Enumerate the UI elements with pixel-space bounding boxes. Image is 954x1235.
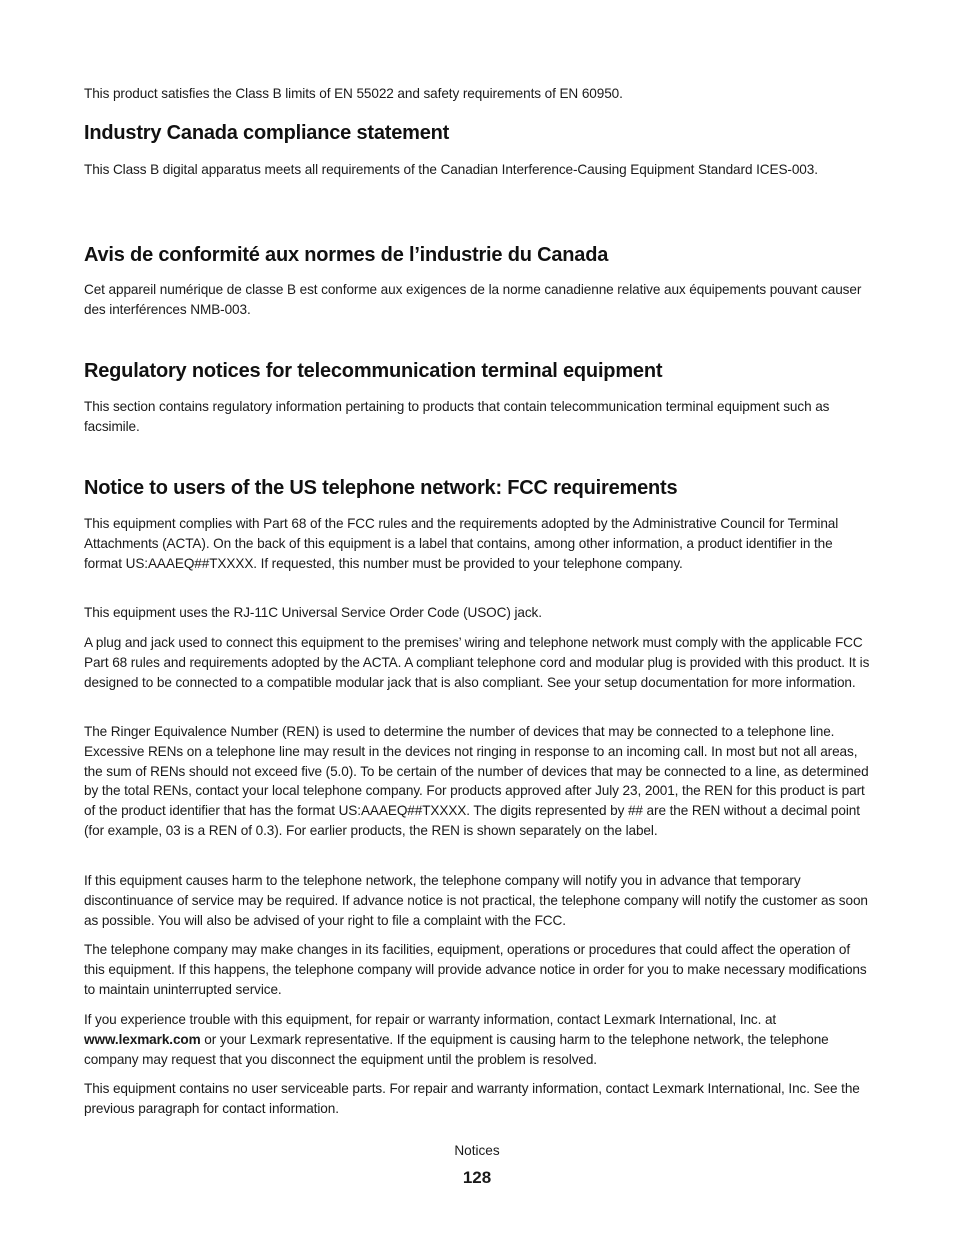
fcc-paragraph-8: This equipment contains no user serviceable parts. For repair and warranty information, contact Lexmark International, Inc. See the previous paragraph for contact information. — [84, 1081, 860, 1116]
footer-section-label: Notices — [454, 1143, 500, 1158]
fcc-paragraph-2: This equipment uses the RJ-11C Universal Service Order Code (USOC) jack. — [84, 605, 542, 620]
fcc-paragraph-3: A plug and jack used to connect this equipment to the premises’ wiring and telephone network must comply with the applicable FCC Part 68 rules and requirements adopted by the ACTA. A compliant telephone cord and modular plug is provided with this product. It is designed to be connected to a compatible modular jack that is also compliant. See your setup documentation for more information. — [84, 635, 870, 690]
heading-industry-canada: Industry Canada compliance statement — [84, 122, 450, 144]
intro-paragraph: This product satisfies the Class B limits of EN 55022 and safety requirements of EN 60950. — [84, 86, 623, 101]
fcc-paragraph-1: This equipment complies with Part 68 of the FCC rules and the requirements adopted by the Administrative Council for Terminal Attachments (ACTA). On the back of this equipment is a label that contains, among other information, a product identifier in the format US:AAAEQ##TXXXX. If requested, this number must be provided to your telephone company. — [84, 516, 839, 571]
fcc-paragraph-5: If this equipment causes harm to the telephone network, the telephone company will notify you in advance that temporary discontinuance of service may be required. If advance notice is not practical, the telephone company will notify the customer as soon as possible. You will also be advised of your right to file a complaint with the FCC. — [84, 873, 868, 928]
document-page — [84, 0, 874, 1235]
fcc-paragraph-7-end: or your Lexmark representative. If the equipment is causing harm to the telephone network, the telephone company may request that you disconnect the equipment until the problem is resolved. — [84, 1031, 829, 1067]
regulatory-telecom-paragraph: This section contains regulatory information pertaining to products that contain telecommunication terminal equipment such as facsimile. — [84, 399, 830, 434]
lexmark-website-link[interactable]: www.lexmark.com — [84, 1031, 201, 1047]
heading-regulatory-telecom: Regulatory notices for telecommunication terminal equipment — [84, 360, 663, 382]
fcc-paragraph-4: The Ringer Equivalence Number (REN) is used to determine the number of devices that may be connected to a telephone line. Excessive RENs on a telephone line may result in the devices not ringing in response to an incoming call. In most but not all areas, the sum of RENs should not exceed five (5.0). To be certain of the number of devices that may be connected to a line, as determined by the total RENs, contact your local telephone company. For products approved after July 23, 2001, the REN for this product is part of the product identifier that has the format US:AAAEQ##TXXXX. The digits represented by ## are the REN without a decimal point (for example, 03 is a REN of 0.3). For earlier products, the REN is shown separately on the label. — [84, 724, 869, 838]
fcc-paragraph-7-start: If you experience trouble with this equipment, for repair or warranty information, contact Lexmark International, Inc. at — [84, 1012, 777, 1027]
industry-canada-paragraph: This Class B digital apparatus meets all requirements of the Canadian Interference-Causing Equipment Standard ICES-003. — [84, 162, 818, 177]
fcc-paragraph-7 — [84, 1010, 874, 1069]
heading-avis-canada: Avis de conformité aux normes de l’industrie du Canada — [84, 244, 609, 266]
fcc-paragraph-6: The telephone company may make changes in its facilities, equipment, operations or procedures that could affect the operation of this equipment. If this happens, the telephone company will provide advance notice in order for you to make necessary modifications to maintain uninterrupted service. — [84, 942, 867, 997]
heading-fcc: Notice to users of the US telephone network: FCC requirements — [84, 477, 678, 499]
avis-canada-paragraph: Cet appareil numérique de classe B est conforme aux exigences de la norme canadienne relative aux équipements pouvant causer des interférences NMB-003. — [84, 282, 862, 317]
page-number: 128 — [462, 1168, 492, 1187]
